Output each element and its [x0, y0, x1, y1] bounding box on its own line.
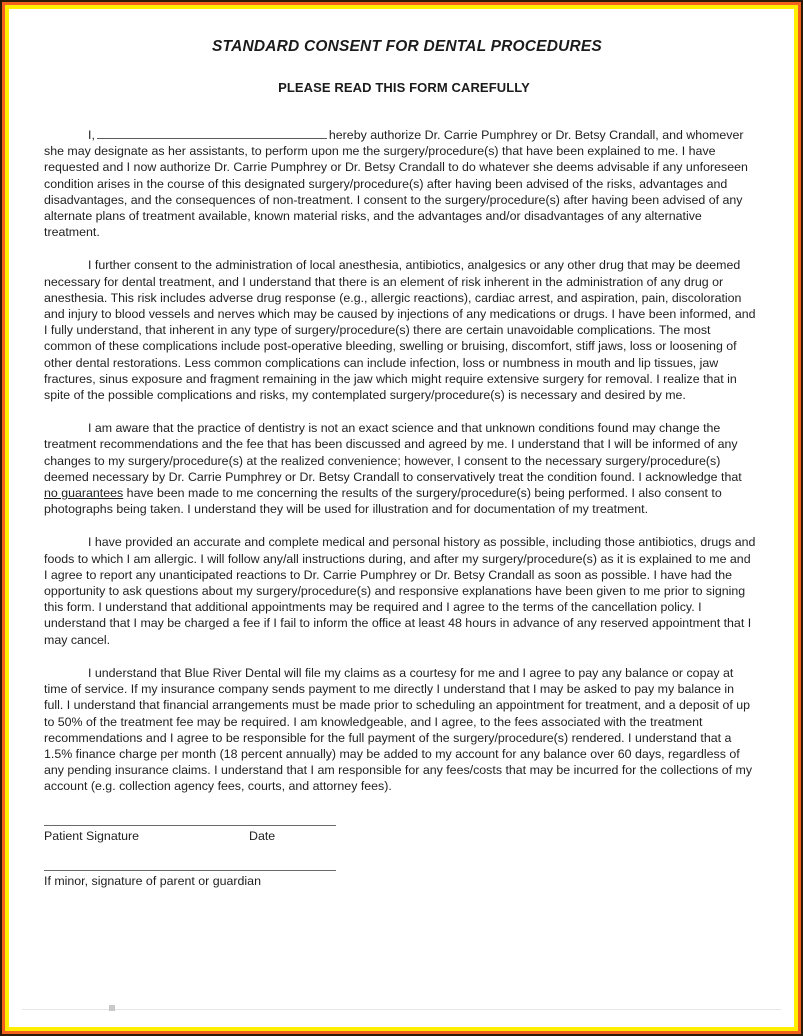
signature-spacer: [44, 846, 756, 870]
guardian-signature-line[interactable]: [44, 870, 336, 871]
footer-mark: [109, 1005, 115, 1011]
paragraph-1-body-text: hereby authorize Dr. Carrie Pumphrey or Dr. Betsy Crandall, and whomever she may designate as her assistants, to perform upon me the surgery/procedure(s) that have been explained to me. I have requested and I now authorize Dr. Carrie Pumphrey or Dr. Betsy Crandall to do whatever she deems advisable if any unforeseen condition arises in the course of this designated surgery/procedure(s) after having been advised of the risks, advantages and disadvantages, and the consequences of non-treatment. I consent to the surgery/procedure(s) after having been advised of any alternate plans of treatment available, known material risks, and the advantages and/or disadvantages of any alternative treatment.: [44, 128, 748, 240]
document-sheet: [9, 9, 794, 1027]
page-subtitle: PLEASE READ THIS FORM CAREFULLY: [278, 80, 530, 95]
patient-signature-line[interactable]: [44, 825, 336, 826]
paragraph-3-text-part-one: I am aware that the practice of dentistry is not an exact science and that unknown conditions found may change the treatment recommendations and the fee that has been discussed and agreed by me. I understand that I will be informed of any changes to my surgery/procedure(s) at the realized convenience; however, I consent to the necessary surgery/procedure(s) deemed necessary by Dr. Carrie Pumphrey or Dr. Betsy Crandall to conservatively treat the condition found. I acknowledge that: [44, 421, 742, 484]
paragraph-authorization: [44, 126, 756, 240]
paragraph-2-text: I further consent to the administration of local anesthesia, antibiotics, analgesics or any other drug that may be deemed necessary for dental treatment, and I understand that there is an element of risk inherent in the administration of any drug or anesthesia. This risk includes adverse drug response (e.g., allergic reactions), cardiac arrest, and aspiration, pain, discoloration and injury to blood vessels and nerves which may be caused by injections of any medications or drugs. I have been informed, and I fully understand, that inherent in any type of surgery/procedure(s) there are certain unavoidable complications. The most common of these complications include post-operative bleeding, swelling or bruising, discomfort, stiff jaws, loss or loosening of other dental restorations. Less common complications can include infection, loss or numbness in mouth and lip tissues, jaw fractures, sinus exposure and fragment remaining in the jaw which might require extensive surgery for removal. I realize that in spite of the possible complications and risks, my contemplated surgery/procedure(s) is necessary and desired by me.: [44, 258, 756, 403]
no-guarantees-emphasis: no guarantees: [44, 486, 124, 501]
footer-divider: [22, 1009, 781, 1010]
patient-signature-label: Patient Signature: [44, 828, 140, 843]
patient-name-blank-field[interactable]: [97, 126, 327, 139]
paragraph-medical-history: [44, 534, 756, 647]
paragraph-no-guarantees: [44, 420, 756, 517]
signature-section: [44, 825, 756, 888]
paragraph-3-text-part-two: have been made to me concerning the results of the surgery/procedure(s) being performed. I also consent to photographs being taken. I understand they will be used for illustration and for documentation of my treatment.: [44, 486, 722, 517]
paragraph-financial-policy: [44, 665, 756, 795]
document-body: [44, 126, 756, 795]
date-label: Date: [249, 828, 276, 843]
paragraph-4-text: I have provided an accurate and complete medical and personal history as possible, including those antibiotics, drugs and foods to which I am allergic. I will follow any/all instructions during, and after my surgery/procedure(s) as it is explained to me and I agree to report any unanticipated reactions to Dr. Carrie Pumphrey or Dr. Betsy Crandall as soon as possible. I have had the opportunity to ask questions about my surgery/procedure(s) and responsive explanations have been given to me prior to signing this form. I understand that additional appointments may be required and I agree to the terms of the cancellation policy. I understand that I may be charged a fee if I fail to inform the office at least 48 hours in advance of any reserved appointment that I may cancel.: [44, 535, 756, 647]
page-title: STANDARD CONSENT FOR DENTAL PROCEDURES: [212, 38, 602, 55]
patient-signature-labels: [44, 829, 336, 846]
document-content: [44, 38, 756, 888]
paragraph-5-text: I understand that Blue River Dental will file my claims as a courtesy for me and I agree to pay any balance or copay at time of service. If my insurance company sends payment to me directly I understand that I may be asked to pay my balance in full. I understand that financial arrangements must be made prior to scheduling an appointment for treatment, and a deposit of up to 50% of the treatment fee may be required. I am knowledgeable, and I agree, to the fees associated with the treatment recommendations and I agree to be responsible for the full payment of the surgery/procedure(s) rendered. I understand that a 1.5% finance charge per month (18 percent annually) may be added to my account for any balance over 60 days, regardless of any pending insurance claims. I understand that I am responsible for any fees/costs that may be incurred for the collections of my account (e.g. collection agency fees, courts, and attorney fees).: [44, 665, 753, 794]
paragraph-anesthesia-risks: [44, 257, 756, 403]
guardian-signature-label: If minor, signature of parent or guardian: [44, 873, 261, 888]
paragraph-1-lead-text: I,: [88, 128, 95, 142]
